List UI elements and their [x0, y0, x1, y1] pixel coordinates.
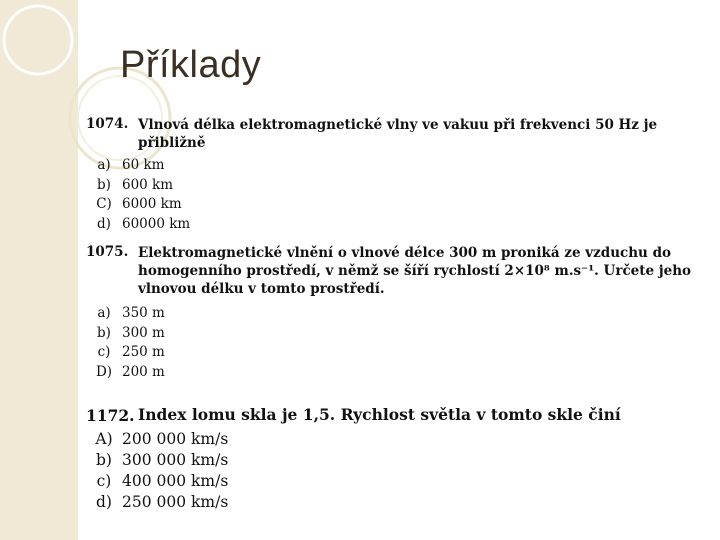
- answer-option: [86, 471, 706, 492]
- question-text: Vlnová délka elektromagnetické vlny ve vakuu při frekvenci 50 Hz je přibližně: [138, 117, 658, 151]
- problem-number: 1075.: [86, 244, 129, 260]
- option-letter: b): [97, 176, 111, 193]
- option-text: 6000 km: [122, 196, 182, 212]
- option-letter: a): [97, 305, 111, 321]
- problem-1075: [86, 244, 718, 382]
- problem-1074: [86, 116, 716, 234]
- answer-option: [86, 492, 706, 513]
- answer-option: [86, 215, 716, 235]
- option-letter: C): [96, 196, 112, 212]
- question-row: [86, 244, 718, 298]
- answer-option: [86, 450, 706, 471]
- answer-option: [86, 176, 716, 196]
- option-letter: b): [96, 451, 112, 469]
- option-letter: b): [97, 324, 111, 341]
- option-letter: c): [97, 344, 111, 360]
- option-letter: a): [97, 157, 111, 173]
- answer-option: [86, 363, 718, 383]
- option-text: 600 km: [122, 176, 174, 193]
- option-letter: c): [96, 472, 112, 490]
- problem-number: 1074.: [86, 116, 129, 132]
- problem-1172: [86, 406, 706, 513]
- option-text: 250 000 km/s: [122, 493, 229, 511]
- answer-option: [86, 156, 716, 176]
- option-text: 60000 km: [122, 215, 191, 232]
- option-letter: D): [95, 363, 113, 380]
- answer-options: [86, 429, 706, 513]
- answer-option: [86, 195, 716, 215]
- question-row: [86, 406, 706, 425]
- answer-option: [86, 343, 718, 363]
- option-text: 200 000 km/s: [122, 430, 229, 448]
- answer-option: [86, 304, 718, 324]
- option-letter: d): [96, 493, 112, 511]
- option-text: 300 m: [122, 324, 165, 341]
- option-text: 250 m: [122, 344, 165, 360]
- page-title: Příklady: [120, 44, 262, 86]
- answer-option: [86, 324, 718, 344]
- question-row: [86, 116, 716, 152]
- answer-options: [86, 156, 716, 234]
- option-text: 60 km: [122, 157, 165, 173]
- option-text: 350 m: [122, 305, 165, 321]
- problem-number: 1172.: [86, 406, 135, 425]
- option-text: 200 m: [122, 363, 165, 380]
- answer-options: [86, 304, 718, 382]
- option-text: 300 000 km/s: [122, 451, 229, 469]
- option-text: 400 000 km/s: [122, 472, 229, 490]
- question-text: Index lomu skla je 1,5. Rychlost světla v tomto skle činí: [138, 405, 621, 424]
- answer-option: [86, 429, 706, 450]
- question-text: Elektromagnetické vlnění o vlnové délce 300 m proniká ze vzduchu do homogenního prostředí, v němž se šíří rychlostí 2×10⁸ m.s⁻¹. Určete jeho vlnovou délku v tomto prostředí.: [138, 245, 692, 297]
- option-letter: d): [97, 215, 111, 232]
- option-letter: A): [95, 430, 113, 448]
